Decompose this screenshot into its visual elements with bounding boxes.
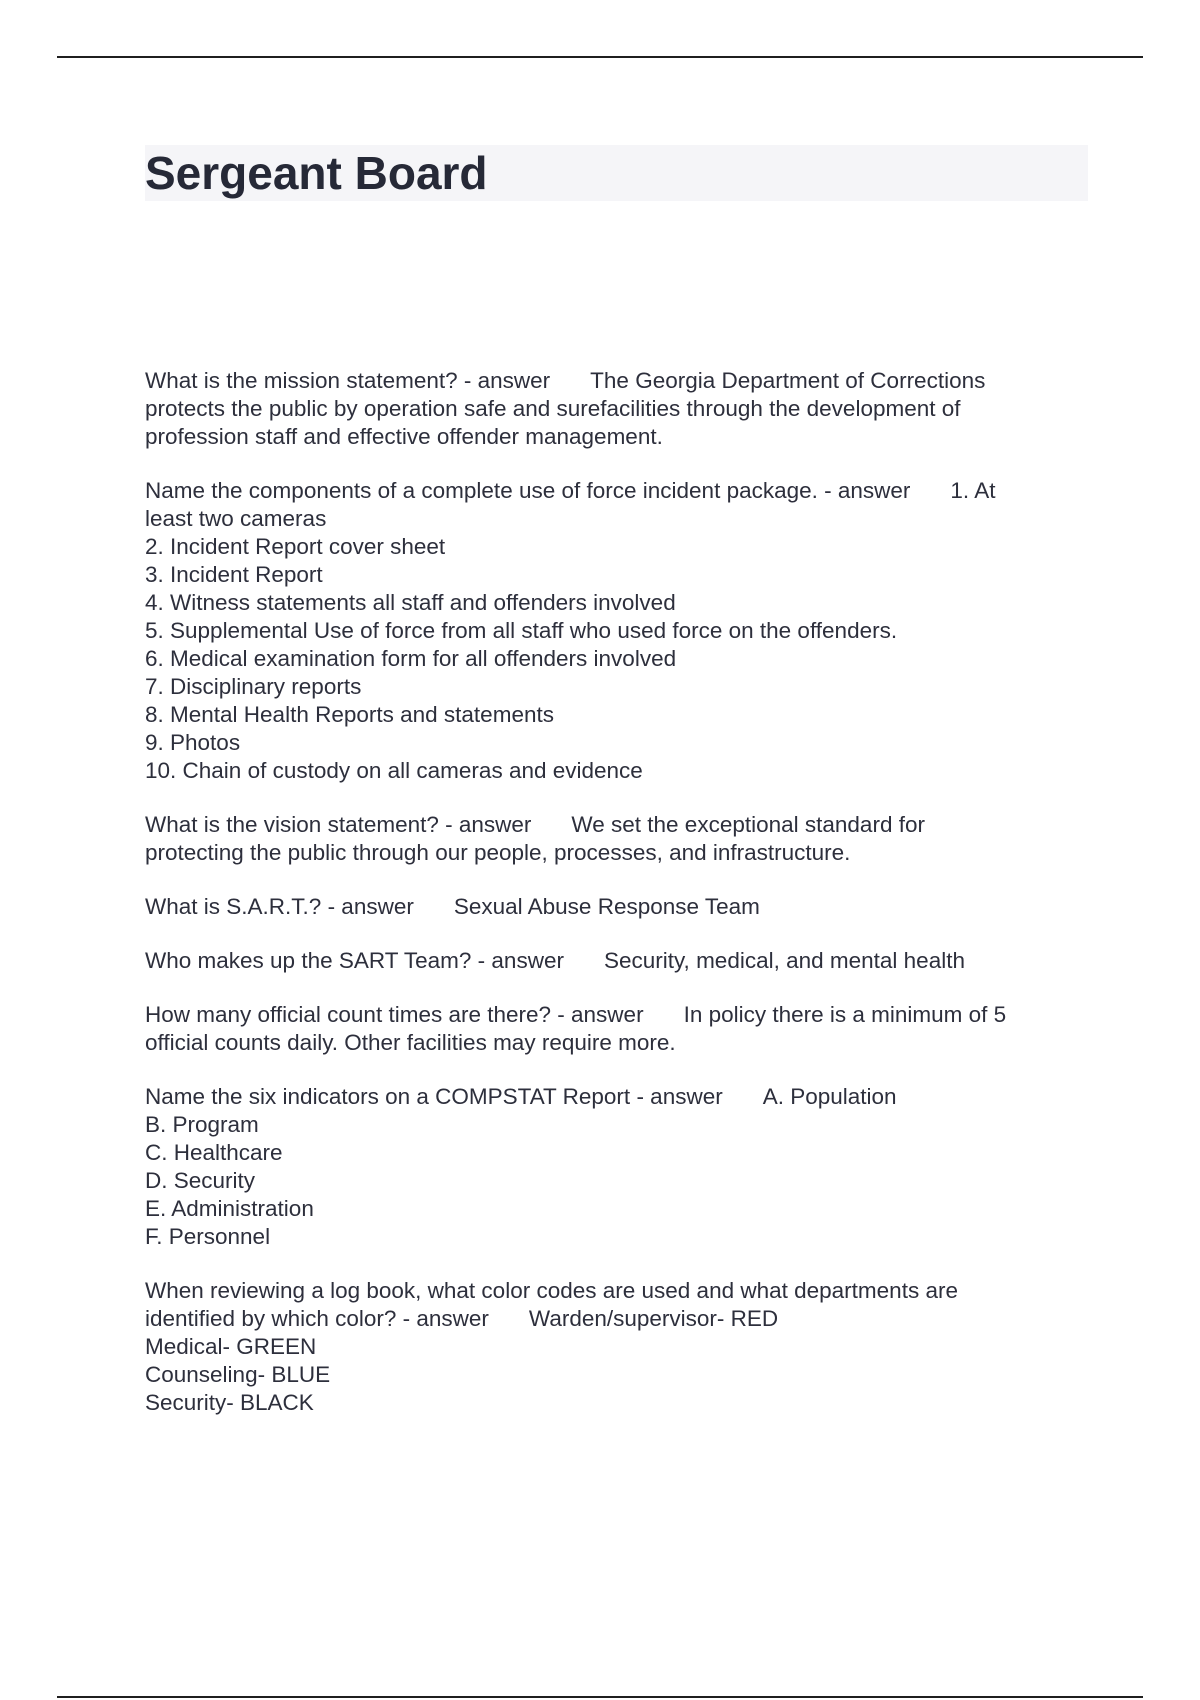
qa-line [145,893,1090,921]
qa-card-sart-team [145,947,1090,975]
answer-marker: - answer [471,948,564,973]
answer-text: 1. At [950,478,996,503]
answer-list-item: 4. Witness statements all staff and offenders involved [145,590,676,615]
answer-list-item: 5. Supplemental Use of force from all staff who used force on the offenders. [145,618,898,643]
answer-text: Security, medical, and mental health [603,948,965,973]
answer-list-item: 10. Chain of custody on all cameras and evidence [145,758,643,783]
qa-line [145,947,1090,975]
answer-list-item: Counseling- BLUE [145,1362,331,1387]
qa-card-use-of-force [145,477,1090,785]
answer-list-item: 2. Incident Report cover sheet [145,534,446,559]
top-rule [57,56,1143,58]
answer-marker: - answer [438,812,532,837]
qa-card-count-times [145,1001,1090,1057]
question-text: Name the components of a complete use of force incident package. [145,478,818,503]
qa-line [145,811,1090,839]
answer-marker: - answer [321,894,414,919]
answer-list-item: E. Administration [145,1196,314,1221]
answer-list-item: 6. Medical examination form for all offenders involved [145,646,677,671]
question-text: Who makes up the SART Team? [145,948,472,973]
question-text: What is S.A.R.T.? [145,894,322,919]
answer-text: official counts daily. Other facilities may require more. [145,1030,676,1055]
question-text: What is the vision statement? [145,812,439,837]
answer-marker: - answer [396,1306,489,1331]
bottom-rule [57,1696,1143,1698]
answer-marker: - answer [551,1002,644,1027]
qa-line [145,1001,1090,1029]
answer-list-item: 8. Mental Health Reports and statements [145,702,554,727]
answer-text: least two cameras [145,506,327,531]
question-text: What is the mission statement? [145,368,458,393]
qa-card-compstat [145,1083,1090,1251]
answer-list-item: 7. Disciplinary reports [145,674,362,699]
answer-marker: - answer [817,478,911,503]
qa-line [145,367,1090,395]
answer-list-item: Medical- GREEN [145,1334,317,1359]
answer-text: The Georgia Department of Corrections [590,368,986,393]
answer-list-item: Security- BLACK [145,1390,314,1415]
qa-card-mission [145,367,1090,451]
qa-list [145,367,1090,1443]
qa-line [145,1305,1090,1333]
answer-text: profession staff and effective offender management. [145,424,663,449]
answer-marker: - answer [457,368,551,393]
answer-text: We set the exceptional standard for [571,812,925,837]
answer-list-item: C. Healthcare [145,1140,283,1165]
answer-text: Sexual Abuse Response Team [453,894,760,919]
question-text: When reviewing a log book, what color codes are used and what departments are [145,1278,958,1303]
answer-text: A. Population [762,1084,897,1109]
page-title: Sergeant Board [145,147,488,199]
answer-text: protecting the public through our people, processes, and infrastructure. [145,840,851,865]
answer-list-item: B. Program [145,1112,259,1137]
answer-list-item: 3. Incident Report [145,562,323,587]
qa-line [145,1083,1090,1111]
answer-marker: - answer [630,1084,723,1109]
qa-line [145,477,1090,505]
question-text: identified by which color? [145,1306,397,1331]
question-text: How many official count times are there? [145,1002,552,1027]
answer-text: Warden/supervisor- RED [528,1306,779,1331]
answer-text: In policy there is a minimum of 5 [683,1002,1007,1027]
qa-card-log-book [145,1277,1090,1417]
answer-list-item: D. Security [145,1168,256,1193]
question-text: Name the six indicators on a COMPSTAT Report [145,1084,631,1109]
answer-list-item: 9. Photos [145,730,241,755]
qa-card-vision [145,811,1090,867]
answer-list-item: F. Personnel [145,1224,271,1249]
qa-card-sart [145,893,1090,921]
answer-text: protects the public by operation safe and surefacilities through the development of [145,396,961,421]
